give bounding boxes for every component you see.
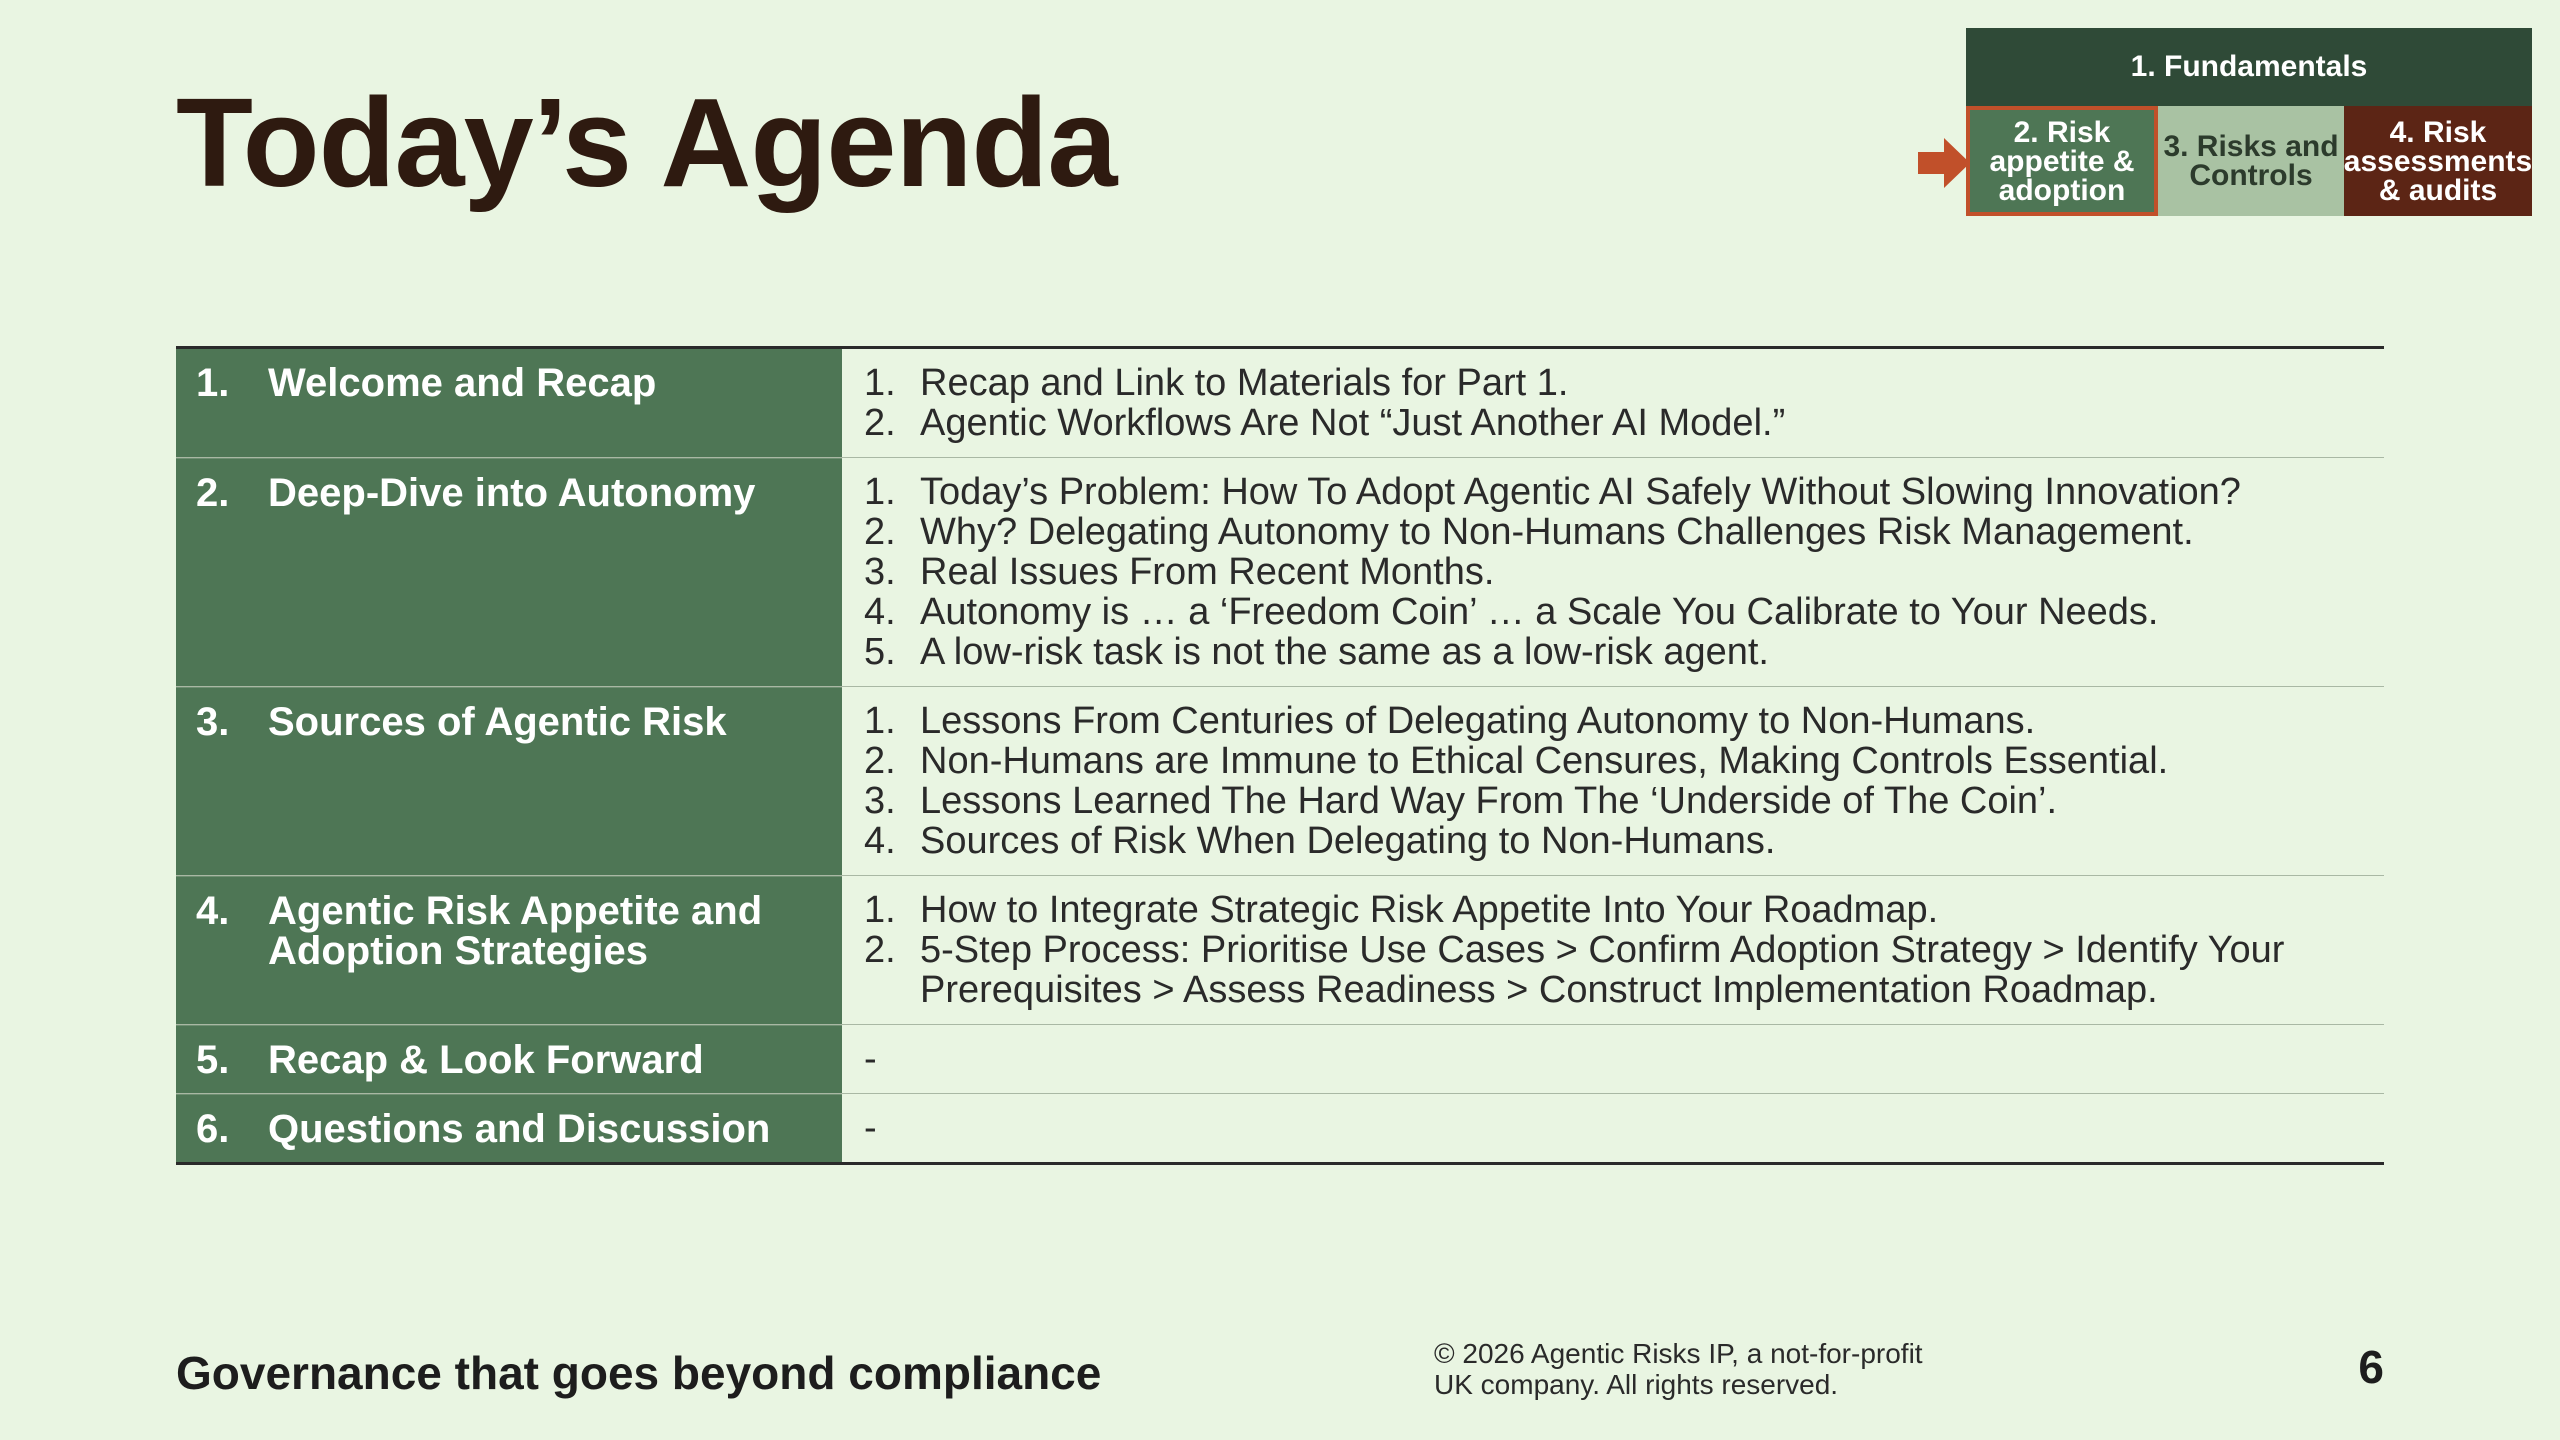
nav-label: 3. Risks and xyxy=(2163,130,2339,163)
agenda-table xyxy=(176,346,2384,1165)
nav-label: appetite & xyxy=(1989,144,2135,178)
topic-number: 5. xyxy=(196,1038,230,1082)
nav-label: 2. Risk xyxy=(2013,115,2111,149)
list-item xyxy=(864,472,2368,512)
topic-title: Sources of Agentic Risk xyxy=(268,700,727,744)
item-number: 4. xyxy=(864,820,896,862)
section-navigator xyxy=(1966,28,2532,216)
item-number: 3. xyxy=(864,551,896,593)
list-item xyxy=(864,403,2368,443)
item-number: 1. xyxy=(864,700,896,742)
agenda-items-cell xyxy=(842,458,2384,686)
agenda-topic-cell xyxy=(176,349,842,457)
nav-risk-appetite[interactable] xyxy=(1966,106,2158,216)
agenda-row xyxy=(176,457,2384,686)
list-item xyxy=(864,781,2368,821)
nav-risk-assessments[interactable] xyxy=(2344,106,2532,216)
agenda-topic-cell xyxy=(176,687,842,875)
topic-number: 2. xyxy=(196,471,230,515)
item-text: Non-Humans are Immune to Ethical Censures, Making Controls Essential. xyxy=(920,740,2169,782)
list-item xyxy=(864,363,2368,403)
item-number: 3. xyxy=(864,780,896,822)
list-item xyxy=(864,512,2368,552)
agenda-items-cell xyxy=(842,349,2384,457)
item-text: Today’s Problem: How To Adopt Agentic AI Safely Without Slowing Innovation? xyxy=(920,471,2241,513)
item-text: Real Issues From Recent Months. xyxy=(920,551,1495,593)
topic-title: Welcome and Recap xyxy=(268,361,657,405)
topic-number: 4. xyxy=(196,889,230,933)
topic-number: 3. xyxy=(196,700,230,744)
footer-tagline: Governance that goes beyond compliance xyxy=(176,1347,1102,1399)
agenda-items-cell xyxy=(842,876,2384,1024)
list-item xyxy=(864,701,2368,741)
topic-number: 1. xyxy=(196,361,230,405)
item-text: Sources of Risk When Delegating to Non-Humans. xyxy=(920,820,1776,862)
agenda-items-cell xyxy=(842,1025,2384,1093)
copyright-line: © 2026 Agentic Risks IP, a not-for-profit xyxy=(1434,1338,1923,1369)
topic-title: Agentic Risk Appetite and Adoption Strategies xyxy=(268,889,763,973)
item-number: 5. xyxy=(864,631,896,673)
item-text: Lessons From Centuries of Delegating Autonomy to Non-Humans. xyxy=(920,700,2036,742)
footer-copyright xyxy=(1434,1338,1923,1400)
item-text: Recap and Link to Materials for Part 1. xyxy=(920,362,1569,404)
nav-risks-controls[interactable] xyxy=(2158,106,2344,216)
item-number: 2. xyxy=(864,929,896,971)
item-text: Why? Delegating Autonomy to Non-Humans Challenges Risk Management. xyxy=(920,511,2194,553)
agenda-items-cell xyxy=(842,687,2384,875)
item-number: 2. xyxy=(864,402,896,444)
empty-dash: - xyxy=(864,1038,877,1080)
item-text: How to Integrate Strategic Risk Appetite Into Your Roadmap. xyxy=(920,889,1939,931)
nav-label: adoption xyxy=(1998,173,2126,207)
item-text: Lessons Learned The Hard Way From The ‘Underside of The Coin’. xyxy=(920,780,2058,822)
nav-label: assessments xyxy=(2343,144,2533,178)
agenda-topic-cell xyxy=(176,1025,842,1093)
list-item xyxy=(864,741,2368,781)
nav-label: Controls xyxy=(2189,159,2313,192)
page-title: Today’s Agenda xyxy=(176,72,1117,213)
item-text: Agentic Workflows Are Not “Just Another AI Model.” xyxy=(920,402,1786,444)
page-number: 6 xyxy=(2358,1341,2384,1393)
item-number: 1. xyxy=(864,471,896,513)
agenda-topic-cell xyxy=(176,458,842,686)
list-item xyxy=(864,930,2368,1010)
list-item xyxy=(864,890,2368,930)
item-number: 1. xyxy=(864,362,896,404)
topic-number: 6. xyxy=(196,1107,230,1151)
agenda-row xyxy=(176,1093,2384,1162)
item-number: 2. xyxy=(864,740,896,782)
nav-label: & audits xyxy=(2378,173,2498,207)
topic-title: Questions and Discussion xyxy=(268,1107,771,1151)
nav-fundamentals[interactable]: 1. Fundamentals xyxy=(1966,28,2532,106)
agenda-topic-cell xyxy=(176,1094,842,1162)
topic-title: Deep-Dive into Autonomy xyxy=(268,471,756,515)
agenda-row xyxy=(176,875,2384,1024)
empty-dash: - xyxy=(864,1107,877,1149)
copyright-line: UK company. All rights reserved. xyxy=(1434,1369,1839,1400)
item-text: Autonomy is … a ‘Freedom Coin’ … a Scale You Calibrate to Your Needs. xyxy=(920,591,2159,633)
item-number: 2. xyxy=(864,511,896,553)
item-text: 5-Step Process: Prioritise Use Cases > Confirm Adoption Strategy > Identify Your Prerequisites > Assess Readiness > Construct Implementation Roadmap. xyxy=(920,929,2285,1011)
agenda-items-cell xyxy=(842,1094,2384,1162)
agenda-row xyxy=(176,349,2384,457)
list-item xyxy=(864,592,2368,632)
topic-title: Recap & Look Forward xyxy=(268,1038,704,1082)
list-item xyxy=(864,632,2368,672)
agenda-row xyxy=(176,1024,2384,1093)
list-item xyxy=(864,552,2368,592)
list-item xyxy=(864,821,2368,861)
item-number: 1. xyxy=(864,889,896,931)
item-number: 4. xyxy=(864,591,896,633)
nav-label: 4. Risk xyxy=(2389,115,2487,149)
item-text: A low-risk task is not the same as a low-risk agent. xyxy=(920,631,1769,673)
agenda-row xyxy=(176,686,2384,875)
agenda-topic-cell xyxy=(176,876,842,1024)
